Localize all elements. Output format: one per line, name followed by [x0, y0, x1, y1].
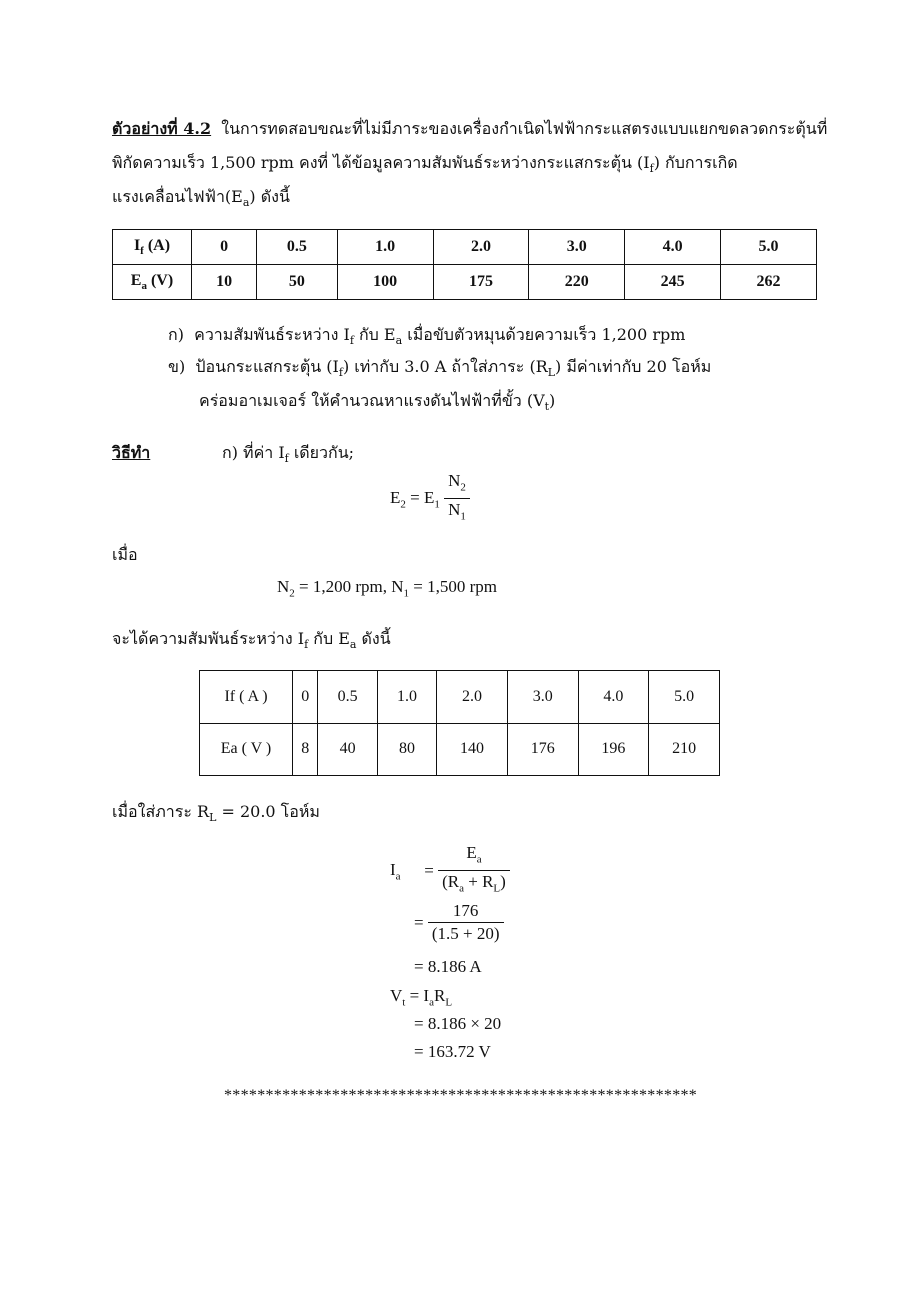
relation-line: จะได้ความสัมพันธ์ระหว่าง $I_f$ กับ $E_a$ ดังนี้: [112, 629, 391, 652]
row-label-if: $I_f$ (A): [113, 230, 192, 265]
table-cell: 0: [293, 671, 318, 724]
table-cell: 5.0: [649, 671, 720, 724]
table-cell: 5.0: [721, 230, 817, 265]
formula-e2: $E_2 = E_1$ $\frac{N_2}{N_1}$: [390, 470, 470, 528]
table-cell: 0: [192, 230, 257, 265]
example-line-2: พิกัดความเร็ว 1,500 rpm คงที่ ได้ข้อมูลความสัมพันธ์ระหว่างกระแสกระตุ้น $(I_f)$ กับการเกิด: [112, 153, 738, 176]
table-cell: 262: [721, 265, 817, 300]
calc-ia: $I_a$ = $\frac{E_a}{(R_a + R_L)}$: [390, 842, 510, 900]
table-cell: 8: [293, 723, 318, 776]
example-line-1: ตัวอย่างที่ 4.2 ในการทดสอบขณะที่ไม่มีภาระของเครื่องกำเนิดไฟฟ้ากระแสตรงแบบแยกขดลวดกระตุ้นที่: [112, 119, 828, 138]
solution-a-intro: ก) ที่ค่า $I_f$ เดียวกัน;: [222, 443, 355, 466]
table-cell: 40: [318, 723, 377, 776]
table-row-ea: [200, 723, 720, 776]
table-cell: 100: [337, 265, 433, 300]
table-cell: 4.0: [578, 671, 649, 724]
table-cell: 10: [192, 265, 257, 300]
solution-label: วิธีทำ: [112, 443, 151, 462]
table-cell: 210: [649, 723, 720, 776]
table-cell: 245: [625, 265, 721, 300]
calc-vt-result: = 163.72 V: [414, 1042, 491, 1061]
example-line-3: แรงเคลื่อนไฟฟ้า$(E_a)$ ดังนี้: [112, 187, 290, 210]
calc-vt-step2: = 8.186 × 20: [414, 1014, 502, 1033]
row-label-if: If ( A ): [200, 671, 293, 724]
speed-values: $N_2 = 1,200$ rpm, $N_1 = 1,500$ rpm: [277, 577, 498, 600]
example-label: ตัวอย่างที่ 4.2: [112, 119, 212, 138]
table-row-ea: [113, 265, 817, 300]
table-cell: 0.5: [318, 671, 377, 724]
table-cell: 176: [507, 723, 578, 776]
data-table-1500rpm: [112, 229, 817, 300]
table-cell: 175: [433, 265, 529, 300]
data-table-1200rpm: [199, 670, 720, 776]
section-divider: *********************************************************: [224, 1087, 698, 1104]
question-a: ก) ความสัมพันธ์ระหว่าง $I_f$ กับ $E_a$ เมื่อขับตัวหมุนด้วยความเร็ว 1,200 rpm: [168, 325, 686, 348]
table-cell: 140: [437, 723, 508, 776]
calc-ia-step2: = $\frac{176}{(1.5 + 20)}$: [414, 900, 504, 945]
table-cell: 196: [578, 723, 649, 776]
table-row-if: [200, 671, 720, 724]
when-label: เมื่อ: [112, 545, 138, 564]
question-b-line-2: คร่อมอาเมเจอร์ ให้คำนวณหาแรงดันไฟฟ้าที่ขั้ว $(V_t)$: [199, 391, 556, 414]
table-cell: 50: [257, 265, 338, 300]
table-row-if: [113, 230, 817, 265]
calc-ia-result: = 8.186 A: [414, 957, 482, 976]
table-cell: 80: [377, 723, 436, 776]
table-cell: 2.0: [437, 671, 508, 724]
table-cell: 3.0: [529, 230, 625, 265]
question-b: ข) ป้อนกระแสกระตุ้น $(I_f)$ เท่ากับ 3.0 A ถ้าใส่ภาระ $(R_L)$ มีค่าเท่ากับ 20 โอห์ม: [168, 357, 712, 380]
calc-vt: $V_t = I_aR_L$: [390, 986, 453, 1009]
fraction-n2-n1: $\frac{N_2}{N_1}$: [444, 470, 470, 528]
row-label-ea: Ea ( V ): [200, 723, 293, 776]
row-label-ea: $E_a$ (V): [113, 265, 192, 300]
table-cell: 1.0: [337, 230, 433, 265]
table-cell: 2.0: [433, 230, 529, 265]
table-cell: 220: [529, 265, 625, 300]
table-cell: 1.0: [377, 671, 436, 724]
fraction-ia: $\frac{E_a}{(R_a + R_L)}$: [438, 842, 510, 900]
table-cell: 3.0: [507, 671, 578, 724]
load-line: เมื่อใส่ภาระ $R_L = 20.0$ โอห์ม: [112, 802, 320, 825]
table-cell: 4.0: [625, 230, 721, 265]
table-cell: 0.5: [257, 230, 338, 265]
